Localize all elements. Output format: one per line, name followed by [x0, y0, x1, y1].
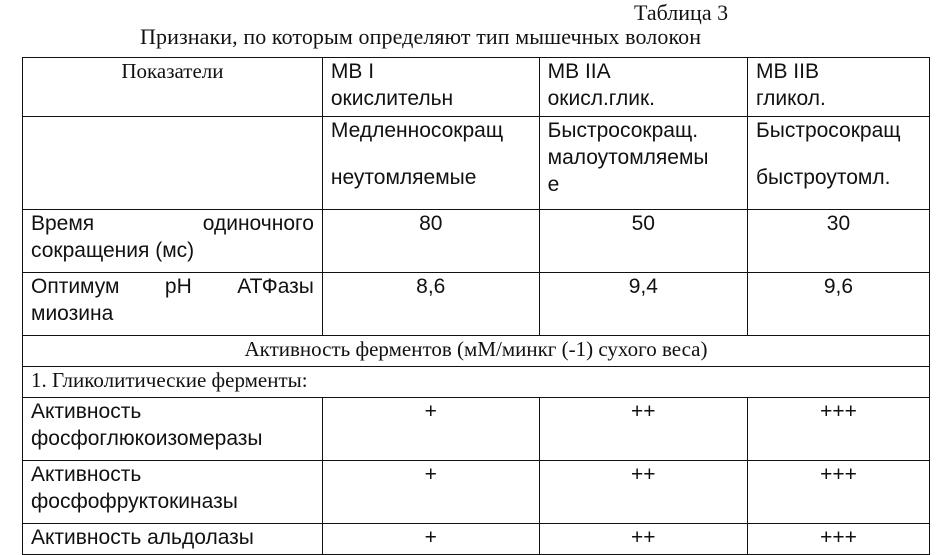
header-col-indicators — [23, 58, 323, 117]
header-mb2a-speed-line1: Быстросокращ. — [547, 119, 699, 142]
row-value-mb1: 80 — [322, 210, 539, 273]
header-col-indicators-label: Показатели — [121, 59, 224, 83]
enzyme-label-line2: фосфофруктокиназы — [31, 490, 238, 513]
header-subrow-empty — [23, 117, 323, 210]
table-row — [23, 273, 930, 336]
row-value-mb2b: 30 — [747, 210, 929, 273]
muscle-fiber-table — [22, 57, 930, 555]
header-mb2b-speed-line2: быстроутомл. — [755, 166, 891, 189]
section-row — [23, 336, 930, 367]
row-label: Время одиночного сокращения (мс) — [23, 210, 323, 273]
enzyme-value-mb2b: +++ — [747, 524, 929, 555]
enzyme-label-line2: фосфоглюкоизомеразы — [31, 427, 263, 450]
header-mb1-speed-line1: Медленносокращ — [330, 119, 504, 142]
row-value-mb2a: 50 — [539, 210, 747, 273]
header-col-mb1 — [322, 58, 539, 117]
enzyme-label-line1: Активность — [31, 463, 142, 486]
enzyme-value-mb2a: ++ — [539, 461, 747, 524]
row-label: Оптимум рН АТФазы миозина — [23, 273, 323, 336]
header-col-mb2b — [747, 58, 929, 117]
header-mb1-speed-line2: неутомляемые — [330, 166, 477, 189]
header-mb2a-speed — [539, 117, 747, 210]
table-row — [23, 210, 930, 273]
header-mb2b-desc: гликол. — [755, 87, 826, 110]
row-value-mb2b: 9,6 — [747, 273, 929, 336]
header-mb2a-type: МВ IIА — [547, 60, 611, 83]
header-mb2b-speed — [747, 117, 929, 210]
enzyme-value-mb2b: +++ — [747, 461, 929, 524]
enzyme-value-mb1: + — [322, 461, 539, 524]
header-mb2b-speed-line1: Быстросокращ — [755, 119, 901, 142]
table-row — [23, 461, 930, 524]
subsection-row — [23, 367, 930, 398]
header-subrow — [23, 117, 930, 210]
header-mb1-type: МВ I — [330, 60, 375, 83]
table-caption: Признаки, по которым определяют тип мышечных волокон — [140, 24, 702, 49]
header-col-mb2a — [539, 58, 747, 117]
enzyme-label — [23, 398, 323, 461]
enzyme-value-mb1: + — [322, 398, 539, 461]
row-value-mb2a: 9,4 — [539, 273, 747, 336]
enzyme-value-mb2a: ++ — [539, 524, 747, 555]
section-title: Активность ферментов (мМ/минкг (-1) сухого веса) — [23, 336, 930, 367]
header-mb2a-desc: окисл.глик. — [547, 87, 656, 110]
table-number: Таблица 3 — [634, 0, 729, 25]
header-row — [23, 58, 930, 117]
row-value-mb1: 8,6 — [322, 273, 539, 336]
subsection-title: 1. Гликолитические ферменты: — [23, 367, 930, 398]
table-row — [23, 524, 930, 555]
header-mb2b-type: МВ IIВ — [755, 60, 819, 83]
header-mb2a-speed-line2: малоутомляемы — [547, 146, 709, 169]
enzyme-label: Активность альдолазы — [23, 524, 323, 555]
enzyme-label-line1: Активность — [31, 400, 142, 423]
header-mb2a-speed-line3: е — [547, 173, 560, 196]
enzyme-value-mb2a: ++ — [539, 398, 747, 461]
enzyme-label — [23, 461, 323, 524]
header-mb1-speed — [322, 117, 539, 210]
enzyme-value-mb1: + — [322, 524, 539, 555]
table-row — [23, 398, 930, 461]
enzyme-value-mb2b: +++ — [747, 398, 929, 461]
header-mb1-desc: окислительн — [330, 87, 454, 110]
